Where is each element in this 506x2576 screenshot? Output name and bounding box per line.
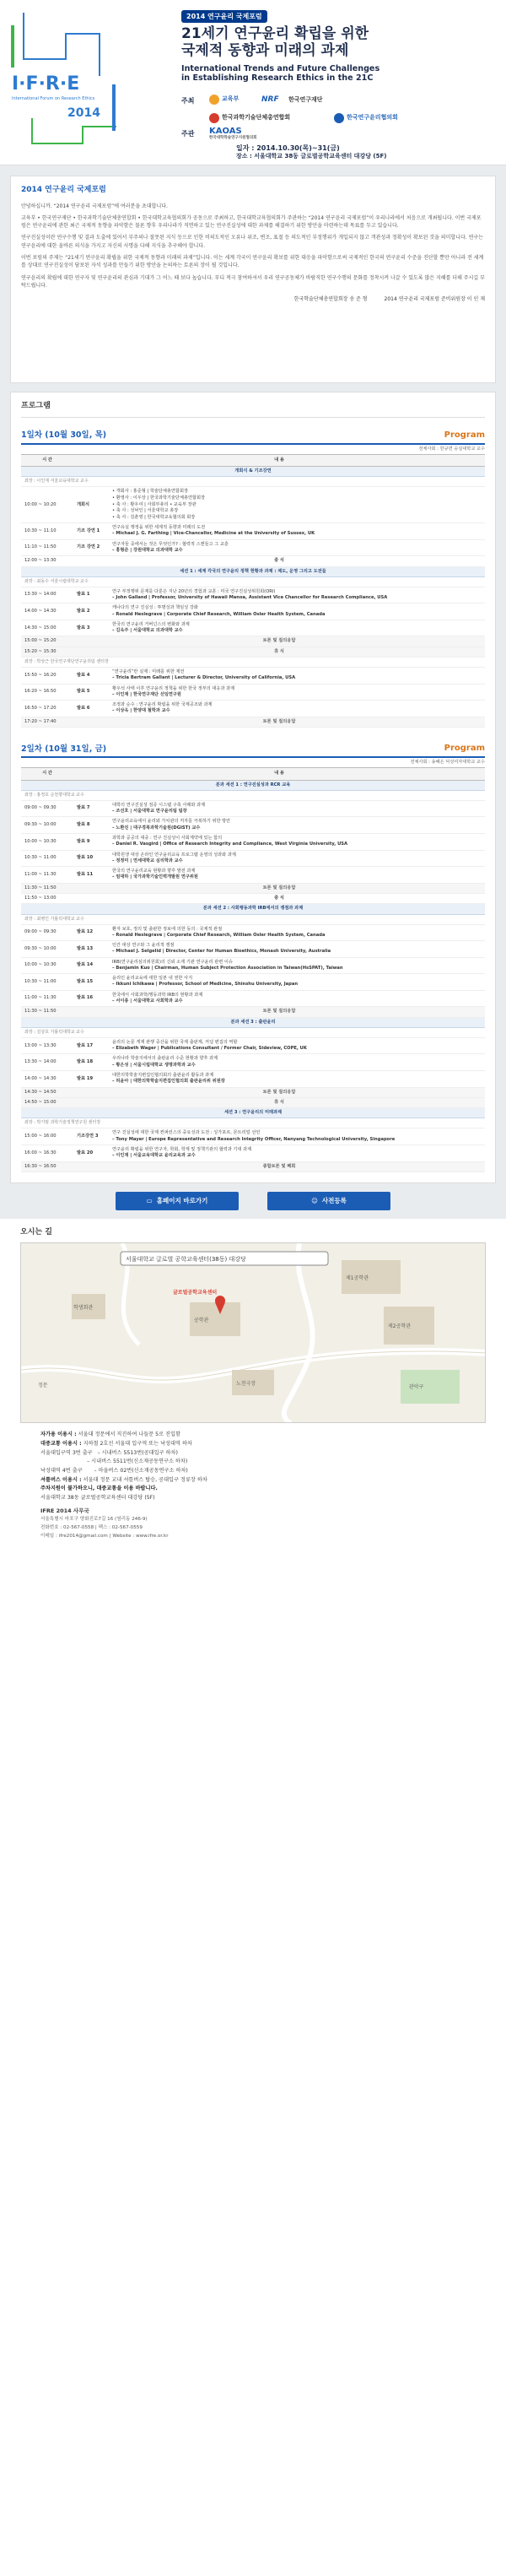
secretariat-email: 이메일 : ifre2014@gmail.com | Website : www.ifre.or.kr bbox=[40, 1533, 169, 1539]
page-title-en: International Trends and Future Challenges in Establishing Research Ethics in the 21C bbox=[181, 64, 380, 84]
session-header-row bbox=[21, 1017, 485, 1027]
talk-content bbox=[109, 1037, 485, 1054]
break-label: 중 식 bbox=[73, 556, 485, 566]
talk-speaker: – Michael J. Selgelid | Director, Center for Human Bioethics, Monash University, Australia bbox=[112, 949, 331, 955]
row-key: 발표 13 bbox=[73, 941, 109, 958]
monitor-icon: ▭ bbox=[146, 1196, 153, 1204]
invitation-paragraph: 교육부 • 한국연구재단 • 한국과학기술단체총연합회 • 한국대학교육협의회가 공동으로 주최하고, 한국대학교육협의회가 주관하는 “2014 연구윤리 국제포럼”이 우리나라에서 처음으로 개최됩니다. 이번 국제포럼은 연구윤리에 관한 최근 국제적 동향을 파악함은 물론 향후 우리나라가 직면하고 있는 연구진실성에 대한 과제를 해결하기 위한 방안을 마련하는데 목표를 두고 있습니다. bbox=[21, 214, 482, 230]
row-time: 09:30 ~ 10:00 bbox=[21, 817, 73, 834]
talk-row bbox=[21, 974, 485, 991]
day1-chair: 전체사회 : 한규면 숭실대학교 교수 bbox=[418, 446, 485, 452]
campus-map bbox=[20, 1242, 486, 1423]
row-key: 발표 15 bbox=[73, 974, 109, 991]
break-label: 토론 및 질의응답 bbox=[73, 636, 485, 647]
row-key: 발표 16 bbox=[73, 990, 109, 1007]
session-chair-row bbox=[21, 914, 485, 924]
row-key: 발표 5 bbox=[73, 684, 109, 701]
host-org-kcue: 한국연구윤리협의회 bbox=[334, 113, 398, 123]
talk-title: 연구윤리 확립을 위한 연구자, 학회, 학계 및 정책기관의 협력과 기대 과제 bbox=[112, 1146, 252, 1152]
talk-title: 연구유실 행정을 위한 세계적 동향과 미래의 도전 bbox=[112, 525, 206, 531]
talk-speaker: – 엄대하 | 국가과학기술인력개발원 연구위원 bbox=[112, 874, 198, 880]
host-org-nrf: NRF bbox=[261, 95, 279, 104]
talk-row bbox=[21, 603, 485, 620]
talk-row bbox=[21, 990, 485, 1007]
row-key: 발표 17 bbox=[73, 1037, 109, 1054]
talk-content bbox=[109, 817, 485, 834]
kofst-icon bbox=[209, 113, 219, 123]
directions-item: 대중교통 이용시 : 지하철 2호선 서울대 입구역 또는 낙성대역 하차 bbox=[40, 1441, 192, 1448]
row-key: 기조 강연 2 bbox=[73, 539, 109, 556]
row-key: 발표 11 bbox=[73, 867, 109, 884]
talk-title: 조정과 순수 : 연구윤리 확립을 위한 국제공조와 과제 bbox=[112, 702, 213, 708]
talk-title: IRB(연구윤리심의위원회)의 신뢰 소재 기관 연구윤리 관련 이슈 bbox=[112, 959, 233, 965]
invitation-paragraph: 이번 포럼의 주제는 “21세기 연구윤리 확립을 위한 국제적 동향과 미래의 과제”입니다. 이는 세계 각국이 연구윤리 확보를 위한 대응을 파악함으로써 국제적인 한국의 연구윤리 수준을 진단할 뿐만 아니라 전 세계를 상대로 연구진실성이 담보된 자석 성과를 만들기 위한 방안을 논의하는 토론의 장이 될 것입니다. bbox=[21, 255, 484, 269]
invitation-paragraph: 안녕하십니까. “2014 연구윤리 국제포럼”에 여러분을 초대합니다. bbox=[21, 203, 168, 209]
homepage-button[interactable]: ▭ 홈페이지 바로가기 bbox=[116, 1192, 239, 1210]
session-chair-row bbox=[21, 790, 485, 800]
event-date: 일자 : 2014.10.30(목)~31(금) bbox=[236, 144, 340, 152]
session-chair-row bbox=[21, 1027, 485, 1037]
ceremony-list bbox=[109, 487, 485, 523]
break-label: 휴 식 bbox=[73, 1097, 485, 1107]
break-label: 중 식 bbox=[73, 893, 485, 903]
register-button[interactable]: ☺ 사전등록 bbox=[267, 1192, 390, 1210]
invitation-paragraph: 연구윤리의 확립에 대한 연구자 및 연구윤리의 관심과 기대가 그 어느 때 보다 높습니다. 부디 적극 참여하셔서 우리 연구공동체가 바람직한 연구수행의 문화를 정착시켜 나갈 수 있도록 많은 지혜를 더해 주시길 부탁드립니다. bbox=[21, 274, 485, 289]
row-key: 개회식 bbox=[73, 487, 109, 523]
talk-content bbox=[109, 523, 485, 540]
program-card bbox=[10, 392, 496, 1183]
talk-speaker: – 서이종 | 서울대학교 사회학과 교수 bbox=[112, 998, 183, 1004]
row-key: 발표 2 bbox=[73, 603, 109, 620]
talk-speaker: – 이인재 | 한국연구재단 선임연구원 bbox=[112, 691, 181, 697]
row-time: 16:00 ~ 16:30 bbox=[21, 1145, 73, 1161]
row-key: 발표 19 bbox=[73, 1071, 109, 1088]
talk-content bbox=[109, 1054, 485, 1071]
location-section bbox=[0, 1219, 506, 1554]
row-time: 11:30 ~ 11:50 bbox=[21, 1007, 73, 1017]
talk-row bbox=[21, 867, 485, 884]
talk-title: 한국의 연구윤리교육 현황과 향후 발전 과제 bbox=[112, 869, 196, 874]
ceremony-item: • 개회사 : 홍준형 | 학술단체총연합회장 bbox=[112, 489, 188, 495]
event-venue: 장소 : 서울대학교 38동 글로벌공학교육센터 대강당 (5F) bbox=[236, 153, 387, 160]
row-time: 13:30 ~ 14:00 bbox=[21, 1054, 73, 1071]
invitation-signature: 한국학술단체총연합회장 송 준 형 2014 연구윤리 국제포럼 준비위원장 이 인 재 bbox=[293, 296, 485, 303]
talk-row bbox=[21, 941, 485, 958]
location-title: 오시는 길 bbox=[20, 1227, 52, 1237]
session-header-row bbox=[21, 904, 485, 914]
day1-header bbox=[21, 430, 485, 445]
svg-text:학생회관: 학생회관 bbox=[73, 1305, 94, 1312]
day2-header bbox=[21, 743, 485, 758]
talk-content bbox=[109, 668, 485, 685]
talk-speaker: – Elizabeth Wager | Publications Consultant / Former Chair, Sideview, COPE, UK bbox=[112, 1046, 307, 1052]
talk-title: 우리나라 학술지에서의 출판윤리 수준 현황과 향후 과제 bbox=[112, 1056, 218, 1062]
talk-content bbox=[109, 1145, 485, 1161]
svg-text:관악구: 관악구 bbox=[409, 1384, 424, 1391]
break-row bbox=[21, 1161, 485, 1172]
talk-row bbox=[21, 668, 485, 685]
session-title: 분과 세션 1 : 연구진실성과 RCR 교육 bbox=[21, 780, 485, 790]
session-chair: 좌장 : 김상호 가톨릭대학교 교수 bbox=[21, 1027, 485, 1037]
invitation-paragraph: 연구진실성이란 연구수행 및 결과 도출에 있어서 부주의나 잘못된 지식 등으로 인한 비의도적인 오류나 위조, 변조, 표절 등 의도적인 부정행위가 개입되지 않고 객관성과 정확성이 확보된 것을 의미합니다. 연구는 연구윤리에 대한 올바른 의식을 가지고 자신의 사명을 다해 지식을 추구해야 합니다. bbox=[21, 235, 483, 249]
svg-text:제1공학관: 제1공학관 bbox=[346, 1275, 369, 1282]
day2-label: 2일차 (10월 31일, 금) bbox=[21, 744, 107, 754]
organizer-kaoas: KAOAS bbox=[209, 127, 242, 136]
row-key: 발표 6 bbox=[73, 701, 109, 717]
talk-speaker: – John Galland | Professor, University of Hawaii Manoa, Assistant Vice Chancellor for Research Compliance, USA bbox=[112, 595, 388, 601]
talk-row bbox=[21, 684, 485, 701]
row-key: 발표 9 bbox=[73, 833, 109, 850]
talk-row bbox=[21, 620, 485, 636]
talk-row bbox=[21, 957, 485, 974]
session-chair-row bbox=[21, 576, 485, 587]
talk-speaker: – 홍형준 | 강원대학교 의과대학 교수 bbox=[112, 547, 183, 553]
organizer-label: 주관 bbox=[181, 130, 195, 138]
session-title: 개회식 & 기조강연 bbox=[21, 467, 485, 477]
ifre-logo bbox=[7, 8, 133, 160]
talk-row bbox=[21, 701, 485, 717]
svg-text:정문: 정문 bbox=[38, 1383, 48, 1389]
row-key: 발표 8 bbox=[73, 817, 109, 834]
break-row bbox=[21, 556, 485, 566]
row-key: 발표 20 bbox=[73, 1145, 109, 1161]
ceremony-item: • 축 사 : 성낙인 | 서울대학교 총장 bbox=[112, 508, 179, 514]
organizer-kaoas-sub: 한국대학학술연구지원협의회 bbox=[209, 136, 257, 140]
talk-speaker: – 황은성 | 서울시립대학교 생명과학과 교수 bbox=[112, 1062, 196, 1068]
day2-schedule-table bbox=[21, 767, 485, 1172]
row-time: 09:30 ~ 10:00 bbox=[21, 941, 73, 958]
talk-title: 인간 대상 연구와 그 윤리적 쟁점 bbox=[112, 943, 175, 949]
talk-row bbox=[21, 924, 485, 941]
svg-text:글로벌공학교육센터: 글로벌공학교육센터 bbox=[173, 1290, 218, 1296]
directions-item: 낙성대역 4번 출구 – 마을버스 02번(신소재공동연구소 하차) bbox=[40, 1468, 188, 1475]
row-time: 13:30 ~ 14:00 bbox=[21, 587, 73, 603]
ceremony-item: • 축 사 : 김춘영 | 한국대학교육협의회 회장 bbox=[112, 514, 196, 520]
session-chair-row bbox=[21, 658, 485, 668]
row-key: 발표 18 bbox=[73, 1054, 109, 1071]
talk-row bbox=[21, 1037, 485, 1054]
day1-label: 1일차 (10월 30일, 목) bbox=[21, 430, 107, 441]
talk-row bbox=[21, 817, 485, 834]
row-time: 09:00 ~ 09:30 bbox=[21, 800, 73, 817]
row-time: 15:50 ~ 16:20 bbox=[21, 668, 73, 685]
directions-list bbox=[20, 1423, 486, 1545]
break-label: 토론 및 질의응답 bbox=[73, 717, 485, 727]
talk-title: 연구 진실성에 대한 국제 컨퍼런스의 중요성과 도전 : 싱가포르, 몬트리얼 선언 bbox=[112, 1130, 261, 1136]
talk-speaker: – Tricia Bertram Gallant | Lecturer & Director, University of California, USA bbox=[112, 675, 296, 681]
session-header-row bbox=[21, 1108, 485, 1118]
row-time: 14:30 ~ 14:50 bbox=[21, 1087, 73, 1097]
row-time: 09:00 ~ 09:30 bbox=[21, 924, 73, 941]
directions-item: – 시내버스 5511번(신소재공동연구소 하차) bbox=[40, 1458, 188, 1465]
break-row bbox=[21, 647, 485, 657]
venue-address: 서울대학교 38동 글로벌공학교육센터 대강당 (5F) bbox=[40, 1495, 155, 1502]
break-row bbox=[21, 636, 485, 647]
session-header-row bbox=[21, 566, 485, 576]
opening-ceremony-row bbox=[21, 487, 485, 523]
talk-row bbox=[21, 1071, 485, 1088]
invitation-title: 2014 연구윤리 국제포럼 bbox=[21, 186, 106, 194]
talk-title: 윤리인 윤리교육에 대한 일본 내 권한 사지 bbox=[112, 976, 193, 982]
row-time: 10:30 ~ 11:00 bbox=[21, 974, 73, 991]
talk-content bbox=[109, 800, 485, 817]
ceremony-item: • 환영사 : 이우상 | 한국과학기술단체총연합회장 bbox=[112, 495, 206, 501]
talk-title: 연구 부정행위 문제를 다룬은 지난 20년의 경험과 교훈 : 미국 연구진실성위원회(ORI) bbox=[112, 588, 276, 594]
session-chair: 좌장 : 최병인 가톨릭대학교 교수 bbox=[21, 914, 485, 924]
talk-speaker: – Tony Mayer | Europe Representative and Research Integrity Officer, Nanyang Technological University, Singapore bbox=[112, 1136, 396, 1142]
row-time: 11:10 ~ 11:50 bbox=[21, 539, 73, 556]
row-time: 10:30 ~ 11:00 bbox=[21, 850, 73, 867]
talk-speaker: – Daniel R. Vasgird | Office of Research Integrity and Compliance, West Virginia University, USA bbox=[112, 842, 348, 847]
action-buttons bbox=[0, 1183, 506, 1219]
svg-text:노천극장: 노천극장 bbox=[236, 1381, 256, 1388]
session-chair: 좌장 : 이인재 서울교육대학교 교수 bbox=[21, 477, 485, 487]
session-header-row bbox=[21, 467, 485, 477]
break-row bbox=[21, 883, 485, 893]
svg-text:공학관: 공학관 bbox=[194, 1318, 209, 1324]
ceremony-item: • 축 사 : 황우여 | 사회부총리 • 교육부 장관 bbox=[112, 501, 196, 507]
talk-content bbox=[109, 701, 485, 717]
talk-row bbox=[21, 523, 485, 540]
break-label: 토론 및 질의응답 bbox=[73, 1007, 485, 1017]
talk-speaker: – 조선호 | 서울대학교 연구윤리팀 팀장 bbox=[112, 809, 187, 814]
break-row bbox=[21, 1007, 485, 1017]
people-icon: ☺ bbox=[311, 1196, 318, 1204]
directions-item: 자가용 이용시 : 서울대 정문에서 직진하여 나들문 5로 진입함 bbox=[40, 1431, 180, 1438]
col-time: 시 간 bbox=[21, 454, 73, 466]
talk-content bbox=[109, 941, 485, 958]
day2-chair: 전체사회 : 송혜은 덕성여자대학교 교수 bbox=[410, 760, 485, 765]
break-row bbox=[21, 893, 485, 903]
session-title: 세션 3 : 연구윤리의 미래과제 bbox=[21, 1108, 485, 1118]
row-time: 10:00 ~ 10:30 bbox=[21, 957, 73, 974]
talk-row bbox=[21, 1054, 485, 1071]
map-drawing bbox=[21, 1243, 486, 1423]
talk-content bbox=[109, 539, 485, 556]
talk-title: 연구윤리교육에서 윤리와 가치관의 저자를 극복하기 위한 방안 bbox=[112, 819, 231, 825]
talk-content bbox=[109, 587, 485, 603]
talk-row bbox=[21, 833, 485, 850]
row-time: 10:00 ~ 10:30 bbox=[21, 833, 73, 850]
talk-row bbox=[21, 800, 485, 817]
talk-content bbox=[109, 850, 485, 867]
row-key: 발표 12 bbox=[73, 924, 109, 941]
row-key: 발표 1 bbox=[73, 587, 109, 603]
row-time: 11:00 ~ 11:30 bbox=[21, 990, 73, 1007]
row-time: 13:00 ~ 13:30 bbox=[21, 1037, 73, 1054]
col-content: 내 용 bbox=[73, 454, 485, 466]
row-time: 16:20 ~ 16:50 bbox=[21, 684, 73, 701]
svg-text:I·F·R·E: I·F·R·E bbox=[12, 73, 80, 95]
talk-content bbox=[109, 974, 485, 991]
secretariat-address: 서울특별시 마포구 양화진로7길 16 (염리동 246-9) bbox=[40, 1516, 148, 1522]
talk-speaker: – 노환진 | 대구경북과학기술원(DGIST) 교수 bbox=[112, 825, 201, 831]
talk-title: 한국에서 사회과학/행동과학 IRB의 현황과 과제 bbox=[112, 992, 203, 998]
program-section bbox=[0, 392, 506, 1183]
row-key: 발표 14 bbox=[73, 957, 109, 974]
talk-speaker: – 허윤아 | 대한의학학술지편집인협의회 출판윤리위 위원장 bbox=[112, 1079, 225, 1085]
talk-title: 황우석 사태 이후 연구윤리 정책을 위한 한국 정부의 대응과 과제 bbox=[112, 685, 235, 691]
talk-content bbox=[109, 620, 485, 636]
talk-title: 과학과 공공의 대중 : 연구 진실성이 사회계약에 있는 함의 bbox=[112, 835, 223, 841]
row-time: 16:30 ~ 16:50 bbox=[21, 1161, 73, 1172]
row-time: 14:00 ~ 14:30 bbox=[21, 1071, 73, 1088]
forum-badge: 2014 연구윤리 국제포럼 bbox=[181, 10, 267, 23]
col-content: 내 용 bbox=[73, 768, 485, 780]
talk-title: 대한의학학술지편집인협의회의 출판윤리 활동과 과제 bbox=[112, 1073, 214, 1078]
talk-content bbox=[109, 867, 485, 884]
break-row bbox=[21, 1097, 485, 1107]
session-title: 세션 1 : 세계 각국의 연구윤리 정책 현황과 과제 : 제도, 운영 그리고 도전들 bbox=[21, 566, 485, 576]
talk-content bbox=[109, 684, 485, 701]
break-row bbox=[21, 1087, 485, 1097]
talk-title: 한국의 연구윤리 거버넌스의 변화와 과제 bbox=[112, 621, 190, 627]
row-time: 16:50 ~ 17:20 bbox=[21, 701, 73, 717]
talk-speaker: – Benjamin Kuo | Chairman, Human Subject Protection Association in Taiwan(HsSPAT), Taiwan bbox=[112, 965, 343, 971]
row-time: 11:50 ~ 13:00 bbox=[21, 893, 73, 903]
page-title: 21세기 연구윤리 확립을 위한 국제적 동향과 미래의 과제 bbox=[181, 25, 369, 60]
talk-title: “연구윤리”란 실제 : 미래를 위한 제언 bbox=[112, 669, 185, 675]
session-chair: 좌장 : 박기범 과학기술정책연구원 센터장 bbox=[21, 1118, 485, 1128]
row-time: 14:00 ~ 14:30 bbox=[21, 603, 73, 620]
row-time: 10:00 ~ 10:20 bbox=[21, 487, 73, 523]
row-time: 17:20 ~ 17:40 bbox=[21, 717, 73, 727]
day1-program-tag: Program bbox=[444, 430, 485, 440]
session-title: 분과 세션 3 : 출판윤리 bbox=[21, 1017, 485, 1027]
talk-title: 연구자들 중에서는 것은 무엇인가? : 협력적 스캔들고 그 교훈 bbox=[112, 541, 229, 547]
talk-speaker: – Michael J. G. Farthing | Vice-Chancellor, Medicine at the University of Sussex, UK bbox=[112, 531, 315, 537]
row-key: 기조 강연 1 bbox=[73, 523, 109, 540]
host-org-moe: 교육부 bbox=[209, 95, 239, 105]
row-time: 14:30 ~ 15:00 bbox=[21, 620, 73, 636]
talk-speaker: – Ikkuni Ichikawa | Professor, School of Medicine, Shinshu University, Japan bbox=[112, 982, 299, 988]
talk-content bbox=[109, 1071, 485, 1088]
talk-speaker: – 이인재 | 서울교육대학교 윤리교육과 교수 bbox=[112, 1153, 196, 1159]
kcue-icon bbox=[334, 113, 344, 123]
session-chair: 좌장 : 홍정호 순천향대학교 교수 bbox=[21, 790, 485, 800]
svg-text:제2공학관: 제2공학관 bbox=[388, 1323, 412, 1330]
talk-content bbox=[109, 833, 485, 850]
invitation-section bbox=[0, 165, 506, 392]
talk-title: 캐나다의 연구 진실성 : 투명성과 책임성 강화 bbox=[112, 605, 198, 611]
talk-content bbox=[109, 957, 485, 974]
talk-row bbox=[21, 1128, 485, 1145]
row-time: 15:00 ~ 16:00 bbox=[21, 1128, 73, 1145]
session-chair-row bbox=[21, 1118, 485, 1128]
host-org-nrf-name: 한국연구재단 bbox=[288, 96, 323, 103]
talk-speaker: – 이상옥 | 한양대 철학과 교수 bbox=[112, 708, 170, 714]
col-time: 시 간 bbox=[21, 768, 73, 780]
talk-content bbox=[109, 990, 485, 1007]
row-time: 15:20 ~ 15:30 bbox=[21, 647, 73, 657]
row-time: 11:30 ~ 11:50 bbox=[21, 883, 73, 893]
directions-item: 셔틀버스 이용시 : 서울대 정문 교내 셔틀버스 탑승, 공대입구 정류장 하차 bbox=[40, 1476, 207, 1483]
svg-text:서울대학교 글로벌 공학교육센터(38동) 대강당: 서울대학교 글로벌 공학교육센터(38동) 대강당 bbox=[126, 1256, 246, 1264]
secretariat-phone: 전화번호 : 02-567-0558 | 팩스 : 02-567-0559 bbox=[40, 1524, 143, 1530]
talk-title: 대학원생 대상 온라인 연구윤리교육 프로그램 운영의 성과와 과제 bbox=[112, 852, 236, 858]
session-header-row bbox=[21, 780, 485, 790]
moe-icon bbox=[209, 95, 219, 105]
session-chair: 좌장 : 최동수 서울시립대학교 교수 bbox=[21, 576, 485, 587]
row-time: 15:00 ~ 15:20 bbox=[21, 636, 73, 647]
break-label: 토론 및 질의응답 bbox=[73, 883, 485, 893]
invitation-card bbox=[10, 176, 496, 383]
host-org-kofst: 한국과학기술단체총연합회 bbox=[209, 113, 290, 123]
session-title: 분과 세션 2 : 사회행동과학 IRB에서의 쟁점과 과제 bbox=[21, 904, 485, 914]
secretariat-name: IFRE 2014 사무국 bbox=[40, 1507, 89, 1514]
day2-program-tag: Program bbox=[444, 744, 485, 753]
directions-item: 주차지원이 불가하오니, 대중교통을 이용 바랍니다. bbox=[40, 1486, 158, 1492]
svg-text:2014: 2014 bbox=[67, 106, 100, 120]
host-label: 주최 bbox=[181, 97, 195, 105]
row-key: 발표 7 bbox=[73, 800, 109, 817]
break-row bbox=[21, 717, 485, 727]
program-title: 프로그램 bbox=[21, 401, 485, 418]
talk-content bbox=[109, 924, 485, 941]
row-time: 10:30 ~ 11:10 bbox=[21, 523, 73, 540]
talk-speaker: – Ronald Heslegrave | Corporate Chief Research, William Osler Health System, Canada bbox=[112, 932, 326, 938]
talk-row bbox=[21, 587, 485, 603]
row-time: 14:50 ~ 15:00 bbox=[21, 1097, 73, 1107]
row-time: 11:00 ~ 11:30 bbox=[21, 867, 73, 884]
session-chair-row bbox=[21, 477, 485, 487]
break-label: 휴 식 bbox=[73, 647, 485, 657]
talk-row bbox=[21, 850, 485, 867]
header-banner bbox=[0, 0, 506, 165]
day1-schedule-table bbox=[21, 454, 485, 728]
talk-title: 윤리의 논문 게재 관행 중산을 위한 국제 출판계, 저널 편집의 역할 bbox=[112, 1039, 238, 1045]
talk-title: 환자 보호, 정의 및 출판한 정보에 의한 동의 : 국제적 관점 bbox=[112, 926, 223, 932]
talk-speaker: – 김옥주 | 서울대학교 의과대학 교수 bbox=[112, 628, 183, 634]
talk-content bbox=[109, 603, 485, 620]
break-label: 종합토론 및 폐회 bbox=[73, 1161, 485, 1172]
row-key: 발표 10 bbox=[73, 850, 109, 867]
svg-text:International Forum on Researc: International Forum on Research Ethics bbox=[12, 96, 95, 101]
row-key: 발표 3 bbox=[73, 620, 109, 636]
row-key: 기조강연 3 bbox=[73, 1128, 109, 1145]
talk-speaker: – 정정미 | 연세대학교 심리학과 교수 bbox=[112, 858, 183, 863]
talk-speaker: – Ronald Heslegrave | Corporate Chief Research, William Osler Health System, Canada bbox=[112, 611, 326, 617]
session-chair: 좌장 : 박상근 한국연구재단연구윤리팀 센터장 bbox=[21, 658, 485, 668]
talk-title: 대학의 연구진실성 검증 시스템 구축 사례와 과제 bbox=[112, 802, 206, 808]
talk-row bbox=[21, 1145, 485, 1161]
row-key: 발표 4 bbox=[73, 668, 109, 685]
row-time: 12:00 ~ 13:30 bbox=[21, 556, 73, 566]
talk-row bbox=[21, 539, 485, 556]
break-label: 토론 및 질의응답 bbox=[73, 1087, 485, 1097]
directions-item: 서울대입구역 3번 출구 – 시내버스 5513번(공대입구 하차) bbox=[40, 1449, 178, 1456]
talk-content bbox=[109, 1128, 485, 1145]
